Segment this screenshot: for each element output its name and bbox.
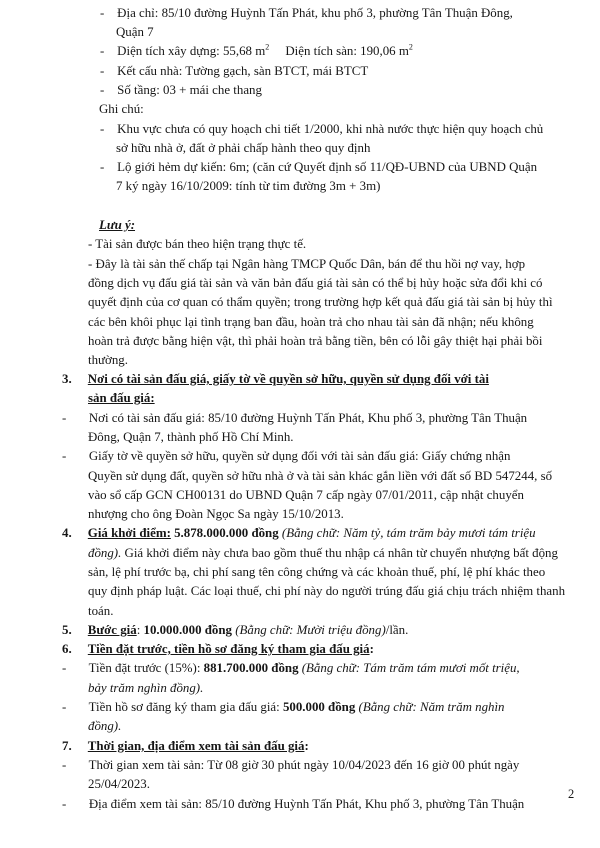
text-line: [88, 487, 524, 503]
text-line: [99, 101, 144, 117]
text-run: toán.: [88, 604, 114, 618]
text-run: 2: [408, 42, 413, 52]
text-run: [72, 526, 88, 540]
text-run: 2: [265, 42, 270, 52]
text-run: - Số tầng: 03 + mái che thang: [100, 83, 262, 97]
text-line: [62, 622, 408, 638]
text-run: - Nơi có tài sản đấu giá: 85/10 đường Huỳnh Tấn Phát, Khu phố 3, phường Tân Thuận: [62, 411, 528, 425]
text-line: [100, 63, 368, 79]
text-run: đồng).: [88, 546, 122, 560]
text-run: - Giấy tờ về quyền sở hữu, quyền sử dụng đối với tài sản đấu giá: Giấy chứng nhận: [62, 449, 511, 463]
text-run: [72, 739, 88, 753]
text-line: [88, 583, 565, 599]
text-line: [116, 140, 370, 156]
text-line: [88, 256, 525, 272]
page-number: 2: [568, 787, 575, 801]
text-line: [88, 275, 542, 291]
text-run: - Kết cấu nhà: Tường gạch, sàn BTCT, mái BTCT: [100, 64, 369, 78]
text-run: quyết định của cơ quan có thẩm quyền; trong trường hợp kết quả đấu giá tài sản bị hủy thì: [88, 295, 553, 309]
text-run: - Đây là tài sản thế chấp tại Ngân hàng TMCP Quốc Dân, bán để thu hồi nợ vay, hợp: [88, 257, 526, 271]
text-run: 881.700.000 đồng: [203, 661, 299, 675]
text-run: Bước giá: [87, 623, 137, 637]
text-line: [88, 545, 558, 561]
text-run: Ghi chú:: [99, 102, 144, 116]
text-line: [62, 371, 489, 387]
text-run: 6.: [62, 642, 72, 656]
text-line: [62, 448, 510, 464]
text-run: (Bằng chữ: Năm tỷ, tám trăm bảy mươi tám triệu: [281, 526, 536, 540]
text-line: [62, 757, 519, 773]
text-line: [100, 159, 537, 175]
text-run: quy định pháp luật. Các loại thuế, chi phí này do người trúng đấu giá chịu trách nhiệm thanh: [88, 584, 566, 598]
text-line: [62, 525, 536, 541]
text-run: đồng).: [88, 719, 122, 733]
text-run: đồng dịch vụ đấu giá tài sản và văn bản đấu giá tài sản có thể bị hủy hoặc sửa đổi khi có: [88, 276, 543, 290]
text-line: [62, 410, 527, 426]
text-line: [88, 314, 534, 330]
text-line: [88, 333, 542, 349]
text-line: [88, 776, 150, 792]
text-run: 25/04/2023.: [88, 777, 150, 791]
text-run: sở hữu nhà ở, đất ở phải chấp hành theo quy định: [116, 141, 371, 155]
text-line: [62, 738, 309, 754]
text-line: [88, 468, 552, 484]
text-line: [88, 603, 113, 619]
text-run: Quận 7: [116, 25, 154, 39]
text-run: 500.000 đồng: [282, 700, 356, 714]
text-line: [88, 506, 344, 522]
text-line: [88, 564, 545, 580]
text-line: [88, 680, 203, 696]
text-line: [88, 429, 294, 445]
text-line: [88, 294, 553, 310]
text-run: 5.: [62, 623, 72, 637]
text-run: Quyền sử dụng đất, quyền sở hữu nhà ở và tài sản khác gắn liền với đất số BD 547244, số: [88, 469, 553, 483]
text-line: [62, 699, 504, 715]
text-run: 7 ký ngày 16/10/2009: tính từ tim đường 3m + 3m): [116, 179, 381, 193]
text-line: [62, 796, 524, 812]
text-run: 7.: [62, 739, 72, 753]
text-run: sản đấu giá:: [88, 391, 155, 405]
text-run: Giá khởi điểm:: [87, 526, 171, 540]
text-run: Đông, Quận 7, thành phố Hồ Chí Minh.: [88, 430, 294, 444]
text-run: Tiền đặt trước, tiền hồ sơ đăng ký tham gia đấu giá: [87, 642, 370, 656]
text-run: [72, 372, 88, 386]
text-line: [88, 718, 121, 734]
text-run: Giá khởi điểm này chưa bao gồm thuế thu nhập cá nhân từ chuyển nhượng bất động: [121, 546, 558, 560]
text-line: [100, 121, 543, 137]
text-run: nhượng cho ông Đoàn Ngọc Sa ngày 15/10/2013.: [88, 507, 344, 521]
text-line: [62, 660, 520, 676]
text-line: [100, 43, 413, 59]
text-run: - Địa điểm xem tài sản: 85/10 đường Huỳnh Tấn Phát, Khu phố 3, phường Tân Thuận: [62, 797, 525, 811]
text-run: hoàn trả được bằng hiện vật, thì phải hoàn trả bằng tiền, bên có lỗi gây thiệt hại phải bồi: [88, 334, 543, 348]
text-line: [88, 352, 128, 368]
text-run: 3.: [62, 372, 72, 386]
text-run: [72, 623, 88, 637]
text-run: - Tiền đặt trước (15%):: [62, 661, 204, 675]
text-run: 5.878.000.000 đồng: [174, 526, 279, 540]
text-run: Diện tích sàn: 190,06 m: [269, 44, 409, 58]
text-run: bảy trăm nghìn đồng).: [88, 681, 204, 695]
text-run: Thời gian, địa điểm xem tài sản đấu giá: [87, 739, 305, 753]
text-run: vào sổ cấp GCN CH00131 do UBND Quận 7 cấp ngày 07/01/2011, cập nhật chuyển: [88, 488, 524, 502]
text-line: [100, 82, 262, 98]
text-run: - Địa chỉ: 85/10 đường Huỳnh Tấn Phát, khu phố 3, phường Tân Thuận Đông,: [100, 6, 513, 20]
text-line: [88, 236, 306, 252]
text-run: :: [369, 642, 374, 656]
text-run: (Bằng chữ: Tám trăm tám mươi mốt triệu,: [301, 661, 520, 675]
text-run: - Khu vực chưa có quy hoạch chi tiết 1/2000, khi nhà nước thực hiện quy hoạch chủ: [100, 122, 544, 136]
text-run: 10.000.000 đồng: [143, 623, 232, 637]
text-run: - Diện tích xây dựng: 55,68 m: [100, 44, 266, 58]
text-run: 4.: [62, 526, 72, 540]
text-line: [88, 390, 155, 406]
text-run: các bên khôi phục lại tình trạng ban đầu, hoàn trả cho nhau tài sản đã nhận; nếu không: [88, 315, 534, 329]
text-line: [100, 5, 513, 21]
text-run: :: [304, 739, 309, 753]
text-run: sản, lệ phí trước bạ, chi phí sang tên công chứng và các khoản thuế, phí, lệ phí khác theo: [88, 565, 546, 579]
text-run: Lưu ý:: [99, 218, 136, 232]
text-line: [116, 178, 380, 194]
text-run: - Thời gian xem tài sản: Từ 08 giờ 30 phút ngày 10/04/2023 đến 16 giờ 00 phút ngày: [62, 758, 520, 772]
text-run: (Bằng chữ: Năm trăm nghìn: [358, 700, 505, 714]
text-run: [72, 642, 88, 656]
text-run: (Bằng chữ: Mười triệu đồng): [235, 623, 386, 637]
text-run: :: [136, 623, 144, 637]
text-run: Nơi có tài sản đấu giá, giấy tờ về quyền sở hữu, quyền sử dụng đối với tài: [87, 372, 489, 386]
text-line: [62, 641, 374, 657]
text-run: - Tiền hồ sơ đăng ký tham gia đấu giá:: [62, 700, 283, 714]
text-run: /lần.: [385, 623, 409, 637]
text-line: [116, 24, 154, 40]
text-line: [99, 217, 135, 233]
text-run: - Tài sản được bán theo hiện trạng thực tế.: [88, 237, 307, 251]
text-run: thường.: [88, 353, 128, 367]
text-run: - Lộ giới hẻm dự kiến: 6m; (căn cứ Quyết định số 11/QĐ-UBND của UBND Quận: [100, 160, 538, 174]
